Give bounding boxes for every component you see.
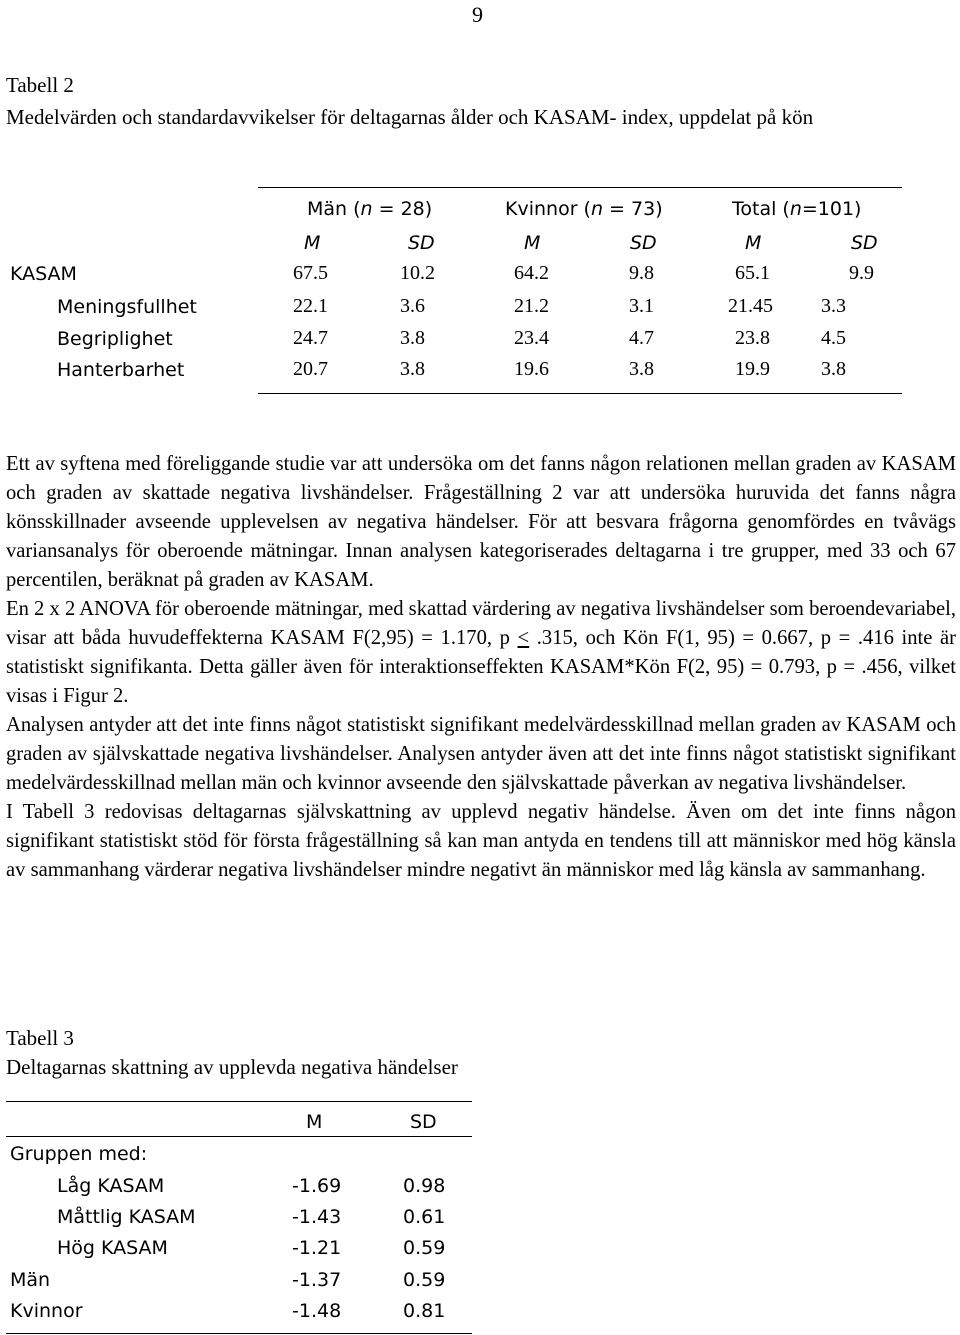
table3-top-rule <box>6 1101 472 1102</box>
table2-group-header-men: Män (n = 28) <box>307 198 433 220</box>
body-text <box>6 450 956 885</box>
table2-cell: 23.4 <box>514 327 549 349</box>
table2-cell: 21.45 <box>728 295 773 317</box>
table2-group-header-women: Kvinnor (n = 73) <box>505 198 663 220</box>
table2-cell: 3.1 <box>629 295 654 317</box>
body-paragraph-2: En 2 x 2 ANOVA för oberoende mätningar, med skattad värdering av negativa livshändelser som beroendevariabel, visar att båda huvudeffekterna KASAM F(2,95) = 1.170, p < .315, och Kön F(1, 95) = 0.667, p = .416 inte är statistiskt signifikanta. Detta gäller även för interaktionseffekten KASAM*Kön F(2, 95) = 0.793, p = .456, vilket visas i Figur 2. <box>6 598 956 707</box>
table2-cell: 65.1 <box>735 262 770 284</box>
table3-cell-sd: 0.98 <box>403 1175 446 1197</box>
table3-cell-m: -1.21 <box>292 1237 342 1259</box>
table2-cell: 10.2 <box>400 262 435 284</box>
table2-header-women-sd: SD <box>630 232 657 254</box>
table3-header-m: M <box>306 1111 323 1133</box>
table2-cell: 3.8 <box>629 358 654 380</box>
table3-cell-sd: 0.59 <box>403 1237 446 1259</box>
table2-header-men-m: M <box>304 232 321 254</box>
table2-cell: 4.7 <box>629 327 654 349</box>
table2-group-header-total: Total (n=101) <box>732 198 862 220</box>
table3-header-rule <box>6 1136 472 1137</box>
table3-cell-m: -1.37 <box>292 1269 342 1291</box>
table3-cell-sd: 0.81 <box>403 1300 446 1322</box>
table3-row-label: Måttlig KASAM <box>57 1206 196 1228</box>
table3-bottom-rule <box>6 1333 472 1334</box>
table2-cell: 3.8 <box>821 358 846 380</box>
table3-cell-m: -1.69 <box>292 1175 342 1197</box>
body-paragraph-3: Analysen antyder att det inte finns något statistiskt signifikant medelvärdesskillnad mellan graden av KASAM och graden av självskattade negativa livshändelser. Analysen antyder även att det inte finns något statistiskt signifikant medelvärdesskillnad mellan män och kvinnor avseende den självskattade påverkan av negativa livshändelser. <box>6 714 956 794</box>
table2-cell: 24.7 <box>293 327 328 349</box>
table3-title: Deltagarnas skattning av upplevda negativa händelser <box>6 1055 458 1079</box>
table3-row-label: Hög KASAM <box>57 1237 168 1259</box>
table2-cell: 9.9 <box>849 262 874 284</box>
table2-cell: 19.6 <box>514 358 549 380</box>
table2-cell: 4.5 <box>821 327 846 349</box>
table3-cell-sd: 0.61 <box>403 1206 446 1228</box>
table2-row-label: Meningsfullhet <box>57 296 197 318</box>
table2-cell: 67.5 <box>293 262 328 284</box>
table3-row-label: Män <box>10 1269 51 1291</box>
table2-cell: 3.8 <box>400 327 425 349</box>
table2-cell: 23.8 <box>735 327 770 349</box>
table3-group-label: Gruppen med: <box>10 1143 148 1165</box>
table2-row-label: KASAM <box>10 263 77 285</box>
table2-cell: 21.2 <box>514 295 549 317</box>
table3-label: Tabell 3 <box>6 1026 74 1050</box>
page-number: 9 <box>472 2 483 27</box>
table3-row-label: Låg KASAM <box>57 1175 165 1197</box>
table2-header-men-sd: SD <box>408 232 435 254</box>
table2-header-total-m: M <box>745 232 762 254</box>
table3-row-label: Kvinnor <box>10 1300 83 1322</box>
table3-cell-sd: 0.59 <box>403 1269 446 1291</box>
table2-cell: 3.8 <box>400 358 425 380</box>
table2-bottom-rule <box>258 393 902 394</box>
table2-cell: 64.2 <box>514 262 549 284</box>
body-paragraph-4: I Tabell 3 redovisas deltagarnas självskattning av upplevd negativ händelse. Även om det inte finns någon signifikant statistiskt stöd för första frågeställning så kan man antyda en tendens till att människor med hög känsla av sammanhang värderar negativa livshändelser mindre negativt än människor med låg känsla av sammanhang. <box>6 801 956 881</box>
table2-label: Tabell 2 <box>6 73 74 97</box>
table2-cell: 20.7 <box>293 358 328 380</box>
table2-cell: 9.8 <box>629 262 654 284</box>
table2-cell: 19.9 <box>735 358 770 380</box>
table2-title: Medelvärden och standardavvikelser för deltagarnas ålder och KASAM- index, uppdelat på kön <box>6 105 814 129</box>
table2-row-label: Hanterbarhet <box>57 359 185 381</box>
table3-header-sd: SD <box>410 1111 437 1133</box>
table2-cell: 22.1 <box>293 295 328 317</box>
table3-cell-m: -1.43 <box>292 1206 342 1228</box>
table3-cell-m: -1.48 <box>292 1300 342 1322</box>
table2-cell: 3.6 <box>400 295 425 317</box>
table2-header-total-sd: SD <box>851 232 878 254</box>
table2-row-label: Begriplighet <box>57 328 173 350</box>
body-paragraph-1: Ett av syftena med föreliggande studie var att undersöka om det fanns någon relationen mellan graden av KASAM och graden av skattade negativa livshändelser. Frågeställning 2 var att undersöka huruvida det fanns några könsskillnader avseende upplevelsen av negativa händelser. För att besvara frågorna genomfördes en tvåvägs variansanalys för oberoende mätningar. Innan analysen kategoriserades deltagarna i tre grupper, med 33 och 67 percentilen, beräknat på graden av KASAM. <box>6 453 956 591</box>
table2-header-women-m: M <box>524 232 541 254</box>
table2-cell: 3.3 <box>821 295 846 317</box>
table2-top-rule <box>258 187 902 188</box>
